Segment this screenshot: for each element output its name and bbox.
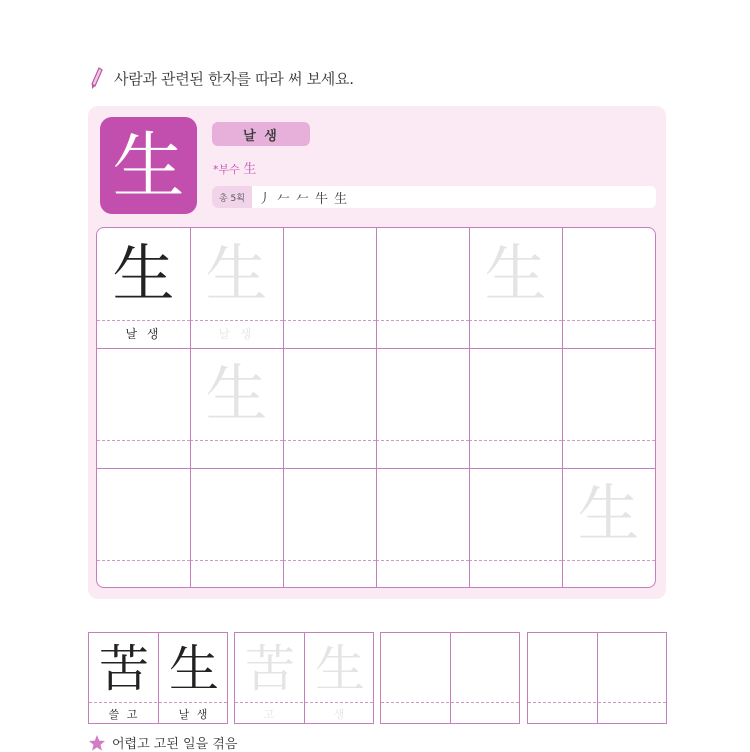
practice-cell[interactable] (97, 348, 190, 468)
grid-divider (97, 468, 655, 469)
instruction (88, 66, 354, 90)
vocab-cell[interactable] (528, 633, 598, 723)
instruction-text: 사람과 관련된 한자를 따라 써 보세요. (114, 69, 354, 88)
grid-divider (283, 228, 284, 587)
stroke-order-bar (212, 186, 656, 208)
practice-cell[interactable] (376, 468, 469, 588)
character-panel (88, 106, 666, 599)
vocab-cell[interactable] (235, 633, 305, 723)
vocab-cell[interactable] (305, 633, 375, 723)
vocab-box (380, 632, 520, 724)
cell-reading-label: 날 생 (218, 327, 255, 341)
practice-grid (96, 227, 656, 588)
practice-cell[interactable] (562, 348, 655, 468)
radical-info (213, 158, 256, 177)
stroke-step: 牛 (315, 191, 329, 207)
vocab-cell[interactable] (598, 633, 668, 723)
practice-cell[interactable] (190, 228, 283, 348)
practice-cell[interactable] (562, 228, 655, 348)
vocab-cell[interactable] (89, 633, 159, 723)
vocab-box (527, 632, 667, 724)
vocab-reading-label: 날 생 (178, 708, 210, 721)
meaning-text: 어렵고 고된 일을 겪음 (112, 737, 238, 752)
model-character: 生 (112, 237, 175, 310)
character-reading: 날 생 (212, 122, 310, 146)
grid-divider (562, 228, 563, 587)
practice-cell[interactable] (562, 468, 655, 588)
practice-cell[interactable] (469, 228, 562, 348)
practice-cell[interactable] (190, 468, 283, 588)
practice-cell[interactable] (283, 348, 376, 468)
cell-reading-label: 날 생 (125, 327, 162, 341)
vocab-meaning (88, 733, 237, 752)
practice-cell[interactable] (190, 348, 283, 468)
trace-character: 生 (577, 477, 640, 550)
radical-char: 生 (243, 162, 257, 177)
vocab-box (88, 632, 228, 724)
practice-cell[interactable] (469, 468, 562, 588)
practice-cell[interactable] (283, 468, 376, 588)
practice-cell[interactable] (283, 228, 376, 348)
practice-cell[interactable] (376, 228, 469, 348)
stroke-step: 生 (334, 191, 348, 207)
vocab-model-character: 苦 (99, 640, 149, 698)
main-character: 生 (100, 117, 197, 214)
vocab-reading-label: 고 (263, 708, 277, 721)
vocab-model-character: 生 (169, 640, 219, 698)
vocab-box (234, 632, 374, 724)
star-icon (88, 734, 106, 752)
practice-cell[interactable] (469, 348, 562, 468)
stroke-sequence (258, 186, 347, 208)
vocab-reading-label: 쓸 고 (108, 708, 140, 721)
radical-label: *부수 (213, 163, 240, 176)
stroke-step: 丿 (258, 191, 272, 207)
vocab-cell[interactable] (381, 633, 451, 723)
trace-character: 生 (205, 357, 268, 430)
grid-divider (190, 228, 191, 587)
stroke-step: 𠂉 (277, 191, 291, 207)
practice-cell[interactable] (97, 228, 190, 348)
vocab-trace-character: 苦 (245, 640, 295, 698)
grid-divider (97, 348, 655, 349)
grid-divider (376, 228, 377, 587)
stroke-count: 총 5획 (212, 186, 252, 208)
stroke-step: 𠂉 (296, 191, 310, 207)
practice-cell[interactable] (376, 348, 469, 468)
pencil-icon (88, 66, 104, 90)
trace-character: 生 (484, 237, 547, 310)
trace-character: 生 (205, 237, 268, 310)
practice-cell[interactable] (97, 468, 190, 588)
vocab-cell[interactable] (159, 633, 229, 723)
vocab-cell[interactable] (451, 633, 521, 723)
vocab-trace-character: 生 (315, 640, 365, 698)
vocab-reading-label: 생 (333, 708, 347, 721)
grid-divider (469, 228, 470, 587)
